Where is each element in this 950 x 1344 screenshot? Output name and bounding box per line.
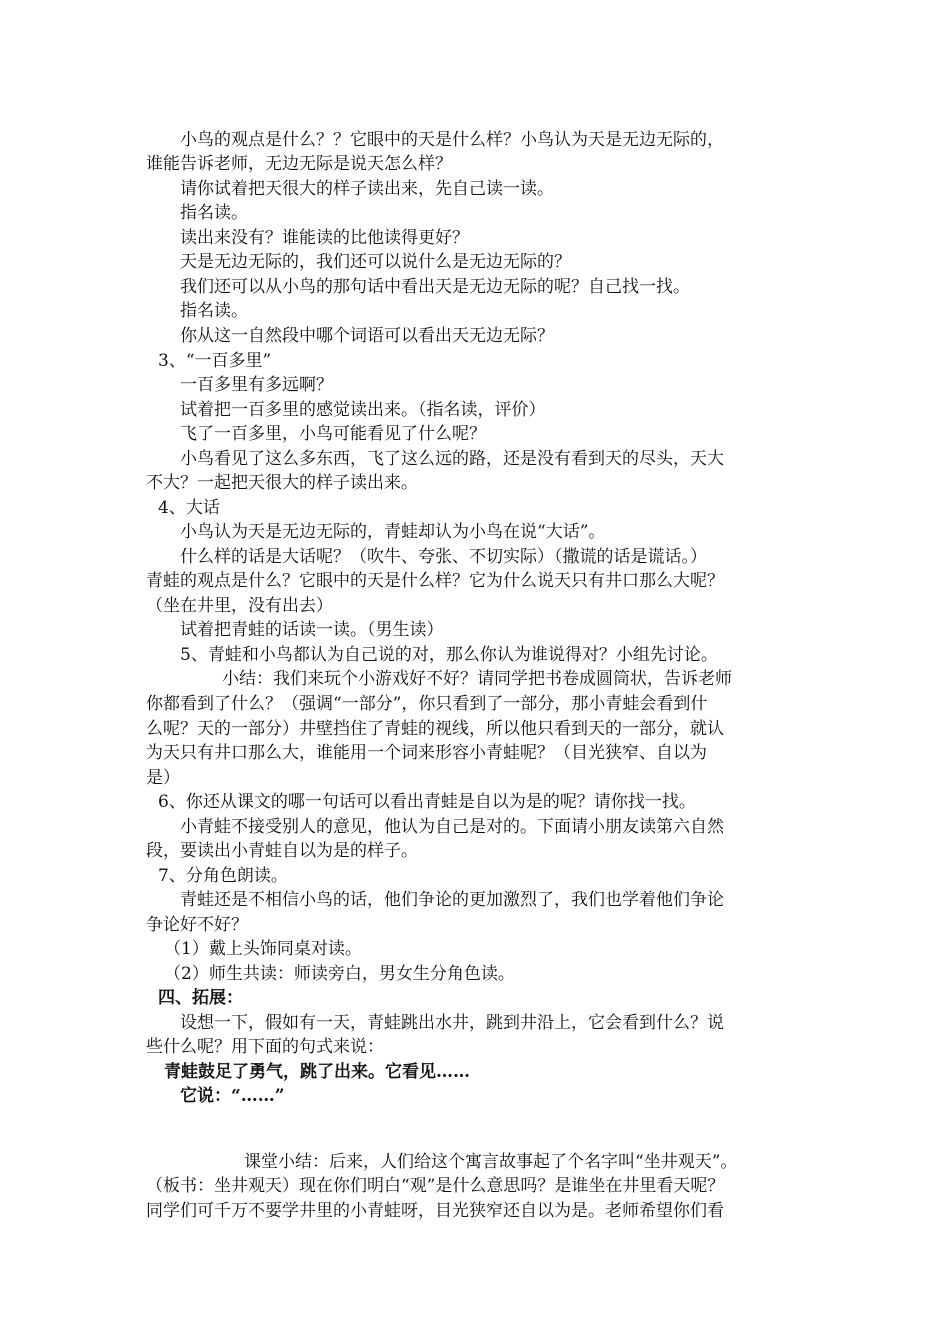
bold-text-line: 四、拓展： xyxy=(158,988,243,1008)
text-line: 一百多里有多远啊？ xyxy=(180,375,333,395)
text-line: 天是无边无际的，我们还可以说什么是无边无际的？ xyxy=(180,252,571,272)
text-line: 指名读。 xyxy=(180,301,248,321)
text-line: 小结：我们来玩个小游戏好不好？请同学把书卷成圆筒状，告诉老师 xyxy=(222,669,732,689)
text-line: 段，要读出小青蛙自以为是的样子。 xyxy=(146,841,418,861)
text-line: （坐在井里，没有出去） xyxy=(146,596,333,616)
text-line: 谁能告诉老师，无边无际是说天怎么样？ xyxy=(146,154,452,174)
text-line: 读出来没有？谁能读的比他读得更好？ xyxy=(180,228,469,248)
text-line: 你从这一自然段中哪个词语可以看出天无边无际？ xyxy=(180,326,554,346)
text-line: 你都看到了什么？（强调“一部分”，你只看到了一部分，那小青蛙会看到什 xyxy=(146,694,708,714)
text-line: 为天只有井口那么大，谁能用一个词来形容小青蛙呢？（目光狭窄、自以为 xyxy=(146,743,707,763)
text-line: 4、大话 xyxy=(158,498,220,518)
text-line: 青蛙的观点是什么？它眼中的天是什么样？它为什么说天只有井口那么大呢？ xyxy=(146,571,724,591)
text-line: 课堂小结：后来，人们给这个寓言故事起了个名字叫“坐井观天”。 xyxy=(244,1152,738,1172)
text-line: 是） xyxy=(146,768,180,788)
text-line: 小鸟认为天是无边无际的，青蛙却认为小鸟在说“大话”。 xyxy=(180,522,606,542)
text-line: 不大？一起把天很大的样子读出来。 xyxy=(146,473,418,493)
text-line: 3、“一百多里” xyxy=(158,351,272,371)
text-line: 小鸟的观点是什么？？它眼中的天是什么样？小鸟认为天是无边无际的， xyxy=(180,130,724,150)
text-line: （1）戴上头饰同桌对读。 xyxy=(164,939,362,959)
text-line: 小鸟看见了这么多东西，飞了这么远的路，还是没有看到天的尽头，天大 xyxy=(180,449,724,469)
bold-text-line: 青蛙鼓足了勇气，跳了出来。它看见…… xyxy=(164,1062,470,1082)
text-line: 么呢？天的一部分）井壁挡住了青蛙的视线，所以他只看到天的一部分，就认 xyxy=(146,719,724,739)
text-line: 争论好不好？ xyxy=(146,915,248,935)
text-line: 6、你还从课文的哪一句话可以看出青蛙是自以为是的呢？请你找一找。 xyxy=(158,792,696,812)
text-line: 试着把青蛙的话读一读。（男生读） xyxy=(180,620,444,640)
text-line: （2）师生共读：师读旁白，男女生分角色读。 xyxy=(164,964,515,984)
text-line: 些什么呢？用下面的句式来说： xyxy=(146,1037,384,1057)
text-line: 飞了一百多里，小鸟可能看见了什么呢？ xyxy=(180,424,486,444)
text-line: 请你试着把天很大的样子读出来，先自己读一读。 xyxy=(180,179,554,199)
text-line: 指名读。 xyxy=(180,203,248,223)
bold-text-line: 它说：“……” xyxy=(180,1086,285,1106)
text-line: 小青蛙不接受别人的意见，他认为自己是对的。下面请小朋友读第六自然 xyxy=(180,817,724,837)
text-line: （板书：坐井观天）现在你们明白“观”是什么意思吗？是谁坐在井里看天呢？ xyxy=(146,1176,725,1196)
text-line: 同学们可千万不要学井里的小青蛙呀，目光狭窄还自以为是。老师希望你们看 xyxy=(146,1201,724,1221)
text-line: 试着把一百多里的感觉读出来。（指名读，评价） xyxy=(180,400,546,420)
text-line: 我们还可以从小鸟的那句话中看出天是无边无际的呢？自己找一找。 xyxy=(180,277,690,297)
text-line: 设想一下，假如有一天，青蛙跳出水井，跳到井沿上，它会看到什么？说 xyxy=(180,1013,724,1033)
text-line: 7、分角色朗读。 xyxy=(158,866,288,886)
text-line: 什么样的话是大话呢？（吹牛、夸张、不切实际）（撒谎的话是谎话。） xyxy=(180,547,707,567)
text-line: 青蛙还是不相信小鸟的话，他们争论的更加激烈了，我们也学着他们争论 xyxy=(180,890,724,910)
text-line: 5、青蛙和小鸟都认为自己说的对，那么你认为谁说得对？小组先讨论。 xyxy=(180,645,718,665)
